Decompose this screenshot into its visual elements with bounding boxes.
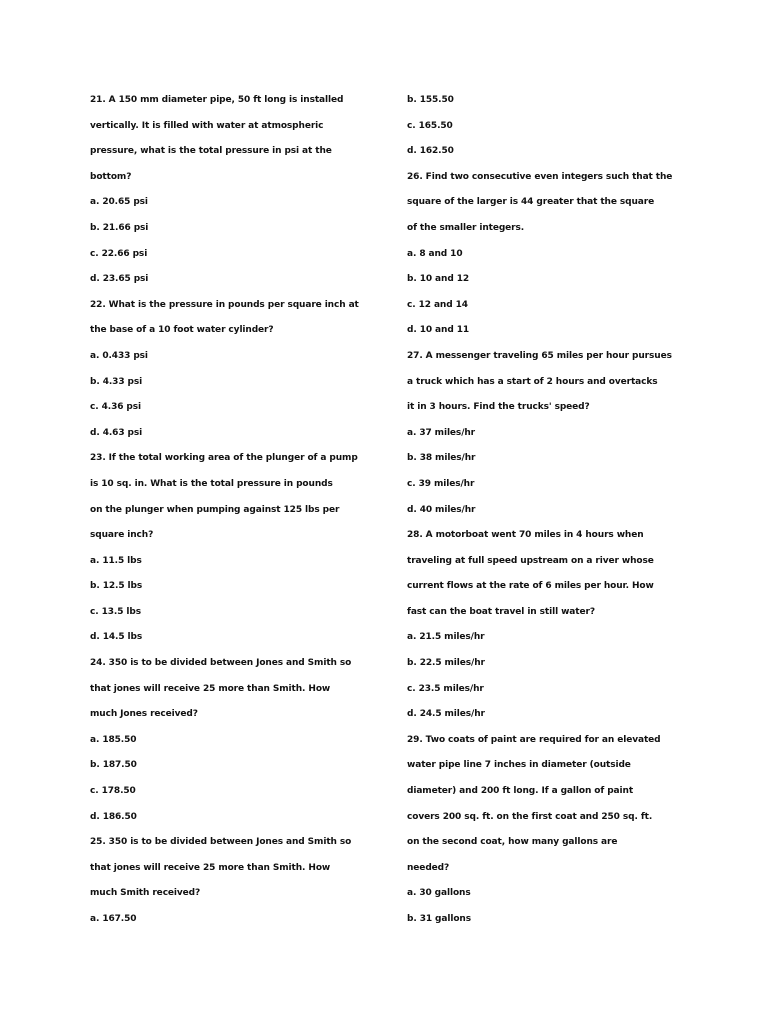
text-line: that jones will receive 25 more than Smith. How (90, 683, 331, 694)
text-line: of the smaller integers. (407, 222, 525, 233)
answer-option: c. 39 miles/hr (407, 478, 475, 489)
answer-option: b. 38 miles/hr (407, 453, 476, 464)
text-line: current flows at the rate of 6 miles per hour. How (407, 581, 654, 592)
answer-option: c. 12 and 14 (407, 299, 468, 310)
text-line: 23. If the total working area of the plunger of a pump (90, 453, 358, 464)
answer-option: d. 10 and 11 (407, 325, 470, 336)
answer-option: a. 21.5 miles/hr (407, 632, 485, 643)
left-column (90, 88, 390, 933)
text-line: is 10 sq. in. What is the total pressure in pounds (90, 478, 333, 489)
text-line: covers 200 sq. ft. on the first coat and 250 sq. ft. (407, 811, 653, 822)
text-line: 22. What is the pressure in pounds per square inch at (90, 299, 359, 310)
answer-option: c. 13.5 lbs (90, 606, 142, 617)
answer-option: b. 12.5 lbs (90, 581, 143, 592)
answer-option: b. 21.66 psi (90, 222, 149, 233)
answer-option: c. 4.36 psi (90, 402, 142, 413)
answer-option: b. 22.5 miles/hr (407, 658, 485, 669)
text-line: on the second coat, how many gallons are (407, 837, 618, 848)
text-line: vertically. It is filled with water at atmospheric (90, 120, 324, 131)
text-line: 24. 350 is to be divided between Jones and Smith so (90, 658, 352, 669)
text-line: square inch? (90, 530, 154, 541)
answer-option: d. 23.65 psi (90, 274, 149, 285)
answer-option: a. 37 miles/hr (407, 427, 476, 438)
right-column (407, 88, 707, 933)
text-line: traveling at full speed upstream on a river whose (407, 555, 654, 566)
answer-option: b. 4.33 psi (90, 376, 143, 387)
answer-option: b. 10 and 12 (407, 274, 470, 285)
answer-option: b. 187.50 (90, 760, 137, 771)
answer-option: d. 186.50 (90, 811, 137, 822)
text-line: much Jones received? (90, 709, 198, 720)
text-line: needed? (407, 862, 450, 873)
answer-option: a. 167.50 (90, 914, 137, 924)
text-line: 29. Two coats of paint are required for an elevated (407, 734, 661, 745)
text-line: water pipe line 7 inches in diameter (outside (407, 760, 631, 771)
text-line: 28. A motorboat went 70 miles in 4 hours when (407, 530, 644, 541)
answer-option: a. 8 and 10 (407, 248, 463, 259)
answer-option: b. 155.50 (407, 95, 454, 105)
answer-option: d. 162.50 (407, 146, 454, 157)
answer-option: d. 14.5 lbs (90, 632, 143, 643)
text-line: 27. A messenger traveling 65 miles per hour pursues (407, 350, 672, 361)
answer-option: a. 11.5 lbs (90, 555, 142, 566)
answer-option: c. 165.50 (407, 120, 453, 131)
text-line: 26. Find two consecutive even integers such that the (407, 171, 673, 182)
text-line: bottom? (90, 171, 132, 182)
text-line: square of the larger is 44 greater that the square (407, 197, 655, 208)
text-line: fast can the boat travel in still water? (407, 606, 595, 617)
answer-option: a. 0.433 psi (90, 350, 148, 361)
answer-option: c. 178.50 (90, 786, 136, 797)
text-line: the base of a 10 foot water cylinder? (90, 325, 274, 336)
answer-option: c. 23.5 miles/hr (407, 683, 484, 694)
answer-option: d. 24.5 miles/hr (407, 709, 485, 720)
text-line: it in 3 hours. Find the trucks' speed? (407, 402, 590, 413)
text-line: on the plunger when pumping against 125 lbs per (90, 504, 340, 515)
text-line: 21. A 150 mm diameter pipe, 50 ft long is installed (90, 95, 344, 105)
text-line: 25. 350 is to be divided between Jones and Smith so (90, 837, 352, 848)
answer-option: d. 4.63 psi (90, 427, 143, 438)
text-line: diameter) and 200 ft long. If a gallon of paint (407, 786, 634, 797)
text-line: much Smith received? (90, 888, 201, 899)
answer-option: b. 31 gallons (407, 914, 471, 924)
answer-option: a. 185.50 (90, 734, 137, 745)
text-line: a truck which has a start of 2 hours and overtacks (407, 376, 658, 387)
answer-option: a. 30 gallons (407, 888, 471, 899)
text-line: that jones will receive 25 more than Smith. How (90, 862, 331, 873)
answer-option: a. 20.65 psi (90, 197, 148, 208)
answer-option: c. 22.66 psi (90, 248, 148, 259)
answer-option: d. 40 miles/hr (407, 504, 476, 515)
text-line: pressure, what is the total pressure in psi at the (90, 146, 332, 157)
